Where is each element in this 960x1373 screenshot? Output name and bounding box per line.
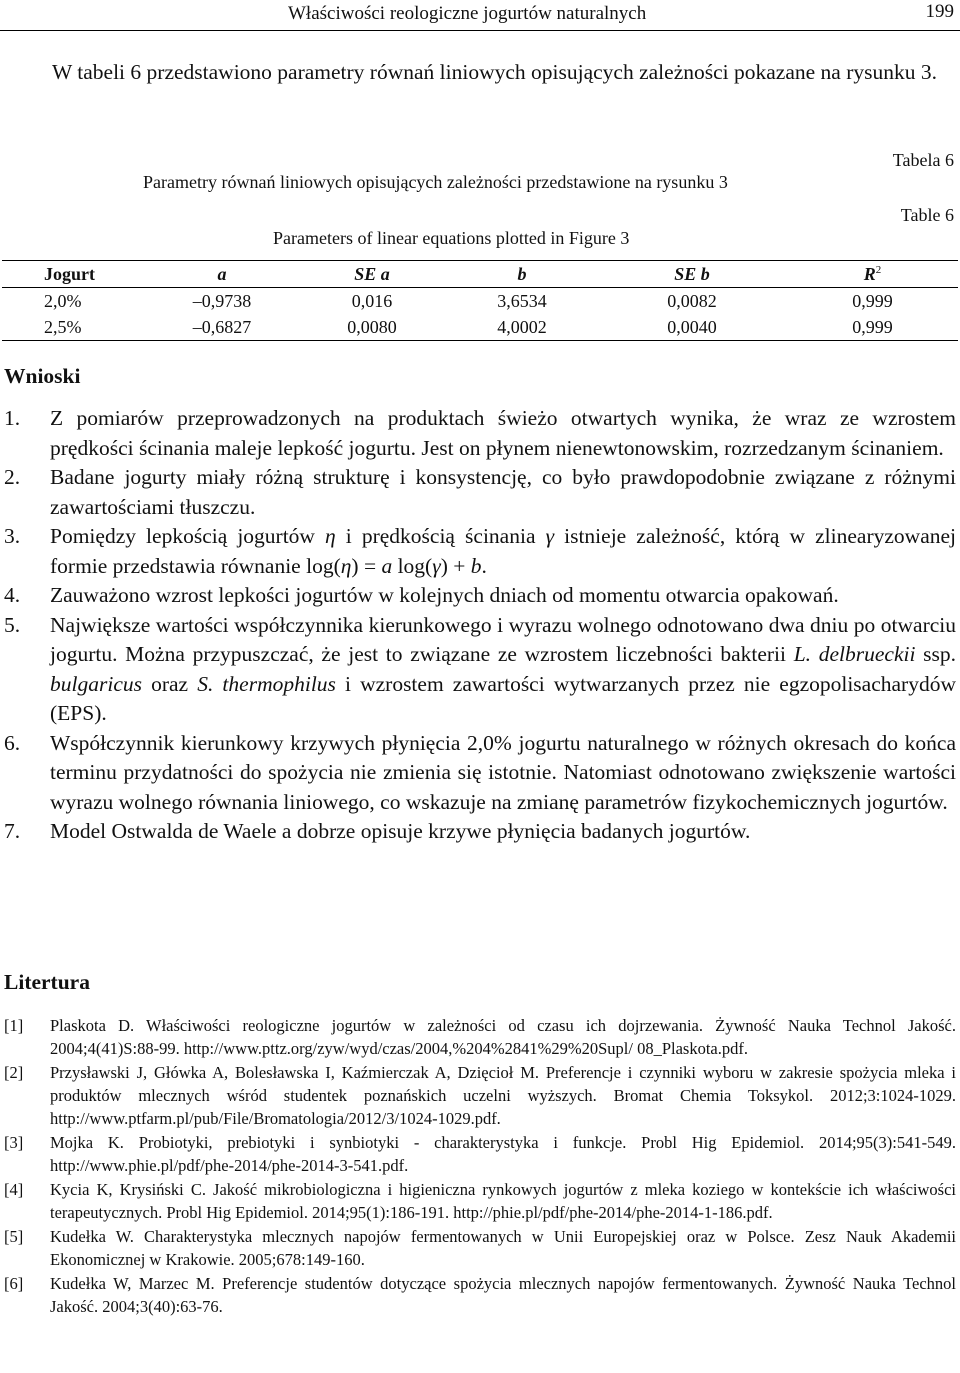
conclusions-heading: Wnioski [4, 364, 81, 388]
item-number: 6. [4, 730, 21, 755]
text-run: . [481, 553, 487, 578]
species-name: L. delbrueckii [793, 642, 916, 666]
header-r: R [863, 263, 876, 284]
reference-item [4, 1131, 956, 1177]
reference-number: [1] [4, 1016, 24, 1035]
item-number: 4. [4, 583, 21, 607]
table-cell: 0,0080 [347, 316, 397, 337]
reference-number: [6] [4, 1274, 24, 1293]
conclusion-item [4, 581, 956, 611]
conclusion-item [4, 522, 956, 581]
text-run: log( [392, 553, 433, 578]
table-caption-pl: Parametry równań liniowych opisujących zależności przedstawione na rysunku 3 [143, 172, 728, 192]
header-r2 [787, 261, 958, 288]
text-run: i prędkością ścinania [335, 524, 546, 548]
header-b: b [517, 263, 527, 284]
reference-text: Kudełka W. Charakterystyka mlecznych napojów fermentowanych w Unii Europejskiej oraz w Polsce. Zesz Nauk Akademii Ekonomicznej w Krakowie. 2005;678:149-160. [50, 1227, 956, 1269]
table-cell: –0,9738 [192, 290, 252, 311]
text-run: istnieje zależność, którą w zlinearyzowanej formie przedstawia równanie log( [50, 524, 957, 578]
table-cell: 0,0040 [667, 316, 717, 337]
reference-item [4, 1178, 956, 1224]
table-label-en: Table 6 [900, 205, 954, 225]
reference-text: Plaskota D. Właściwości reologiczne jogurtów w zależności od czasu ich dojrzewania. Żywność Nauka Technol Jakość. 2004;4(41)S:88-99. http://www.pttz.org/zyw/wyd/czas/2004,%204%2841%29%20Supl/ 08_Plaskota.pdf. [50, 1016, 956, 1058]
table-row [2, 314, 958, 341]
running-head [0, 0, 960, 31]
item-text: Badane jogurty miały różną strukturę i konsystencję, co było prawdopodobnie związane z różnymi zawartościami tłuszczu. [50, 465, 956, 519]
conclusions-list [4, 404, 956, 847]
item-number: 5. [4, 612, 21, 637]
text-run: i wzrostem zawartości wytwarzanych przez nie egzopolisacharydów (EPS). [50, 671, 956, 725]
species-name: bulgaricus [50, 671, 142, 696]
text-run: ssp. [915, 642, 957, 666]
text-run: Największe wartości współczynnika kierunkowego i wyrazu wolnego odnotowano dwa dniu po otwarciu jogurtu. Można przypuszczać, że jest to związane ze wzrostem liczebności bakterii [50, 612, 956, 666]
text-run: ) = [351, 553, 382, 578]
item-number: 7. [4, 819, 21, 843]
reference-number: [2] [4, 1063, 24, 1082]
header-r-exponent: 2 [875, 263, 882, 276]
table-cell: 3,6534 [497, 290, 547, 311]
table-cell: 2,5% [44, 316, 82, 337]
item-text: Współczynnik kierunkowy krzywych płynięcia 2,0% jogurtu naturalnego w różnych okresach do końca terminu przydatności do spożycia nie zmienia się istotnie. Natomiast odnotowano zwiększenie wartości wyrazu wolnego równania liniowego, co wskazuje na zmianę parametrów fizykochemicznych jogurtów. [50, 730, 956, 814]
reference-text: Kycia K, Krysiński C. Jakość mikrobiologiczna i higieniczna rynkowych jogurtów z mleka koziego w kontekście ich właściwości terapeutycznych. Probl Hig Epidemiol. 2014;95(1):186-191. http://phie.pl/pdf/phe-2014/phe-2014-1-186.pdf. [50, 1180, 956, 1222]
table-header-row [2, 261, 958, 288]
item-text [50, 613, 956, 726]
table-cell: 4,0002 [497, 316, 547, 337]
reference-item [4, 1014, 956, 1060]
reference-item [4, 1225, 956, 1271]
table-label-pl: Tabela 6 [892, 150, 954, 170]
reference-number: [5] [4, 1227, 24, 1246]
item-text [50, 524, 956, 578]
reference-text: Mojka K. Probiotyki, prebiotyki i synbiotyki - charakterystyka i funkcje. Probl Hig Epidemiol. 2014;95(3):541-549. http://www.phie.pl/pdf/phe-2014/phe-2014-3-541.pdf. [50, 1133, 956, 1175]
conclusion-item [4, 463, 956, 522]
item-text: Z pomiarów przeprowadzonych na produktach świeżo otwartych wynika, że wraz ze wzrostem prędkości ścinania maleje lepkość jogurtu. Jest on płynem nienewtonowskim, rozrzedzanym ścinaniem. [50, 406, 956, 460]
text-run: oraz [141, 671, 198, 696]
item-number: 1. [4, 406, 21, 430]
running-head-title: Właściwości reologiczne jogurtów naturalnych [288, 3, 647, 24]
parameters-table [2, 260, 958, 341]
table-row [2, 288, 958, 315]
table-cell: 0,999 [852, 316, 893, 337]
reference-item [4, 1272, 956, 1318]
item-text: Model Ostwalda de Waele a dobrze opisuje krzywe płynięcia badanych jogurtów. [50, 819, 751, 843]
table-cell: 0,0082 [667, 290, 717, 311]
page-number: 199 [925, 1, 954, 22]
intro-paragraph: W tabeli 6 przedstawiono parametry równań liniowych opisujących zależności pokazane na rysunku 3. [52, 60, 937, 84]
conclusion-item [4, 817, 956, 847]
table-cell: 0,016 [351, 290, 393, 311]
text-run: Pomiędzy lepkością jogurtów [50, 524, 326, 548]
conclusion-item [4, 404, 956, 463]
header-a: a [217, 263, 227, 284]
item-number: 2. [4, 465, 21, 489]
header-se-a: SE a [354, 263, 390, 284]
item-text: Zauważono wzrost lepkości jogurtów w kolejnych dniach od momentu otwarcia opakowań. [50, 583, 839, 607]
table-cell: 0,999 [852, 290, 893, 311]
reference-text: Kudełka W, Marzec M. Preferencje studentów dotyczące spożycia mlecznych napojów fermentowanych. Żywność Nauka Technol Jakość. 2004;3(40):63-76. [50, 1274, 956, 1316]
conclusion-item [4, 611, 956, 729]
references-heading: Litertura [4, 970, 90, 994]
gamma-symbol: γ [432, 553, 441, 578]
header-jogurt: Jogurt [44, 263, 95, 284]
reference-item [4, 1061, 956, 1130]
var-a: a [381, 553, 393, 578]
table-caption-en: Parameters of linear equations plotted in Figure 3 [273, 228, 630, 248]
conclusion-item [4, 729, 956, 818]
reference-number: [4] [4, 1180, 24, 1199]
reference-text: Przysławski J, Główka A, Bolesławska I, Kaźmierczak A, Dzięcioł M. Preferencje i czynniki wyboru w zakresie spożycia mleka i produktów mlecznych wśród studentek poznańskich uczelni wyższych. Bromat Chemia Toksykol. 2012;3:1024-1029. http://www.ptfarm.pl/pub/File/Bromatologia/2012/3/1024-1029.pdf. [50, 1063, 956, 1128]
table-cell: –0,6827 [192, 316, 252, 337]
text-run: ) + [440, 553, 471, 578]
item-number: 3. [4, 524, 21, 548]
eta-symbol: η [340, 553, 352, 578]
gamma-symbol: γ [545, 524, 555, 548]
eta-symbol: η [325, 524, 336, 548]
reference-number: [3] [4, 1133, 24, 1152]
references-list [4, 1014, 956, 1319]
table-cell: 2,0% [44, 290, 82, 311]
var-b: b [470, 553, 482, 578]
species-name: S. thermophilus [197, 671, 336, 696]
header-se-b: SE b [674, 263, 710, 284]
